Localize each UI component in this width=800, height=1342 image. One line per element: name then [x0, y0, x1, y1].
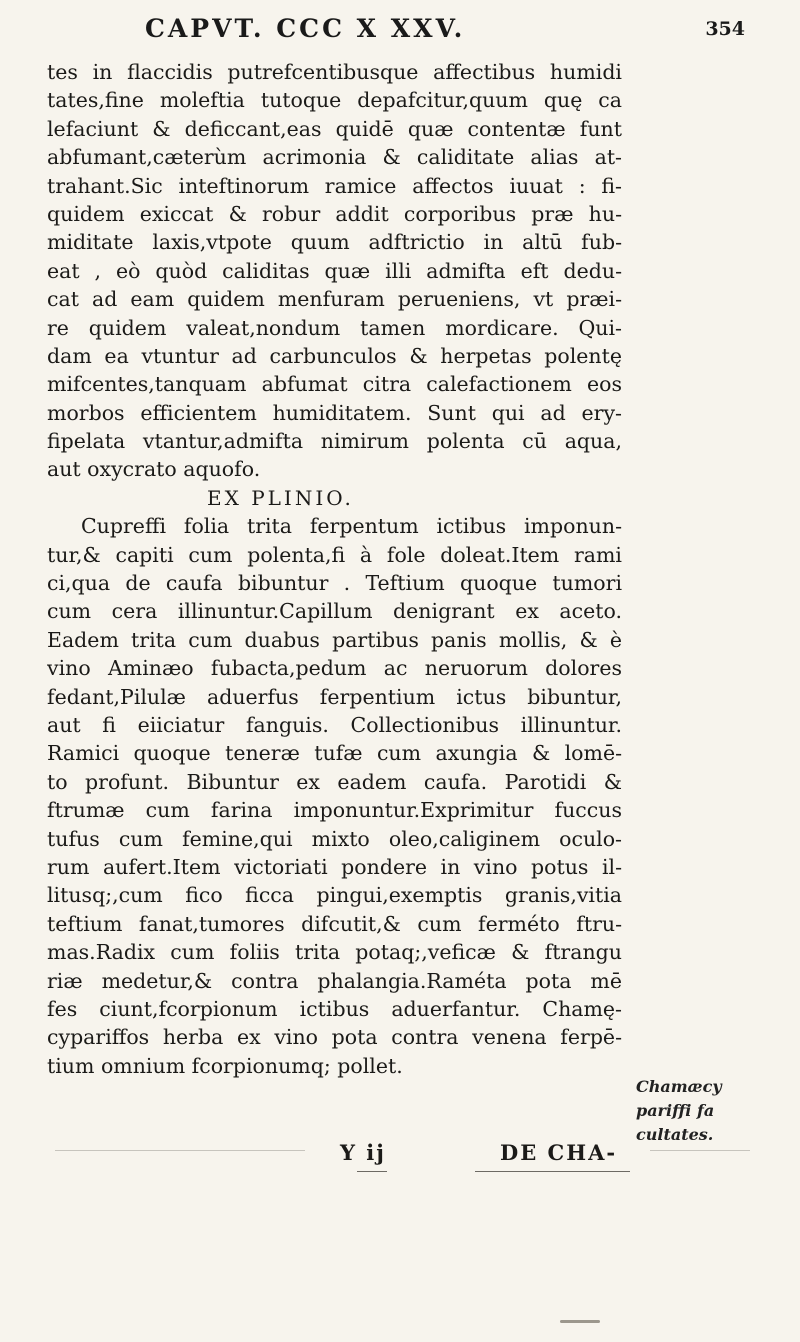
text-line: re quidem valeat,nondum tamen mordicare. Qui- [47, 315, 622, 340]
text-line: to profunt. Bibuntur ex eadem caufa. Parotidi & [47, 769, 622, 794]
text-line: cum cera illinuntur.Capillum denigrant ex aceto. [47, 599, 622, 624]
text-line: Eadem trita cum duabus partibus panis mollis, & è [47, 627, 622, 652]
text-line: trahant.Sic inteftinorum ramice affectos iuuat : fi- [47, 173, 622, 198]
text-line: tes in flaccidis putrefcentibusque affectibus humidi [47, 60, 622, 84]
text-line: aut fi eiiciatur fanguis. Collectionibus illinuntur. [47, 712, 622, 737]
margin-note-line: cultates. [636, 1125, 714, 1144]
text-line: morbos efficientem humiditatem. Sunt qui ad ery- [47, 400, 622, 425]
main-text [47, 58, 622, 1080]
text-line: tufus cum femine,qui mixto oleo,caliginem oculo- [47, 826, 622, 851]
margin-note-line: Chamæcy [636, 1077, 722, 1096]
text-line: rum aufert.Item victoriati pondere in vino potus il- [47, 854, 622, 879]
text-line: fedant,Pilulæ aduerfus ferpentium ictus bibuntur, [47, 684, 622, 709]
text-line: tium omnium fcorpionumq; pollet. [47, 1053, 403, 1078]
page-number: 354 [705, 18, 745, 40]
text-line: quidem exiccat & robur addit corporibus præ hu- [47, 201, 622, 226]
text-line: ftrumæ cum farina imponuntur.Exprimitur fuccus [47, 798, 622, 823]
text-line: teftium fanat,tumores difcutit,& cum ferméto ftru- [47, 911, 622, 936]
footer-rule-right [475, 1171, 630, 1172]
text-line: riæ medetur,& contra phalangia.Raméta pota mē [47, 968, 622, 993]
text-line: fipelata vtantur,admifta nimirum polenta cū aqua, [47, 429, 622, 454]
margin-faint-rule [650, 1150, 750, 1151]
text-line: mifcentes,tanquam abfumat citra calefactionem eos [47, 372, 622, 397]
footer-rule-left [357, 1171, 387, 1172]
text-line: dam ea vtuntur ad carbunculos & herpetas polentę [47, 343, 622, 368]
text-line: aut oxycrato aquofo. [47, 457, 261, 482]
text-line: tur,& capiti cum polenta,fi à fole doleat.Item rami [47, 542, 622, 567]
text-line: tates,fine moleftia tutoque depafcitur,quum quę ca [47, 88, 622, 113]
ink-smudge [560, 1320, 600, 1323]
text-line: ci,qua de caufa bibuntur . Teftium quoque tumori [47, 571, 622, 596]
catchword: DE CHA- [500, 1140, 618, 1165]
text-line: eat , eò quòd caliditas quæ illi admifta eft dedu- [47, 258, 622, 283]
text-line: mas.Radix cum foliis trita potaq;,veficæ & ftrangu [47, 940, 622, 965]
text-line: lefaciunt & deficcant,eas quidē quæ contentæ funt [47, 116, 622, 141]
page-header [145, 14, 745, 44]
text-line: abfumant,cæterùm acrimonia & caliditate alias at- [47, 145, 622, 170]
text-line: Cupreffi folia trita ferpentum ictibus imponun- [81, 514, 622, 539]
margin-note-line: pariffi fa [636, 1101, 715, 1120]
text-line: cypariffos herba ex vino pota contra venena ferpē- [47, 1025, 622, 1050]
text-line: Ramici quoque teneræ tufæ cum axungia & lomē- [47, 741, 622, 766]
text-line: fes ciunt,fcorpionum ictibus aduerfantur. Chamę- [47, 996, 622, 1021]
section-heading: EX PLINIO. [207, 485, 354, 510]
text-line: cat ad eam quidem menfuram perueniens, vt præi- [47, 287, 622, 312]
running-head: CAPVT. CCC X XXV. [145, 14, 466, 43]
margin-note [636, 1075, 754, 1147]
signature-mark: Y ij [340, 1140, 386, 1165]
text-line: miditate laxis,vtpote quum adftrictio in altū fub- [47, 230, 622, 255]
page-footer [340, 1140, 630, 1170]
text-line: litusq;,cum fico ficca pingui,exemptis granis,vitia [47, 883, 622, 908]
footer-faint-rule [55, 1150, 305, 1151]
text-line: vino Aminæo fubacta,pedum ac neruorum dolores [47, 656, 622, 681]
